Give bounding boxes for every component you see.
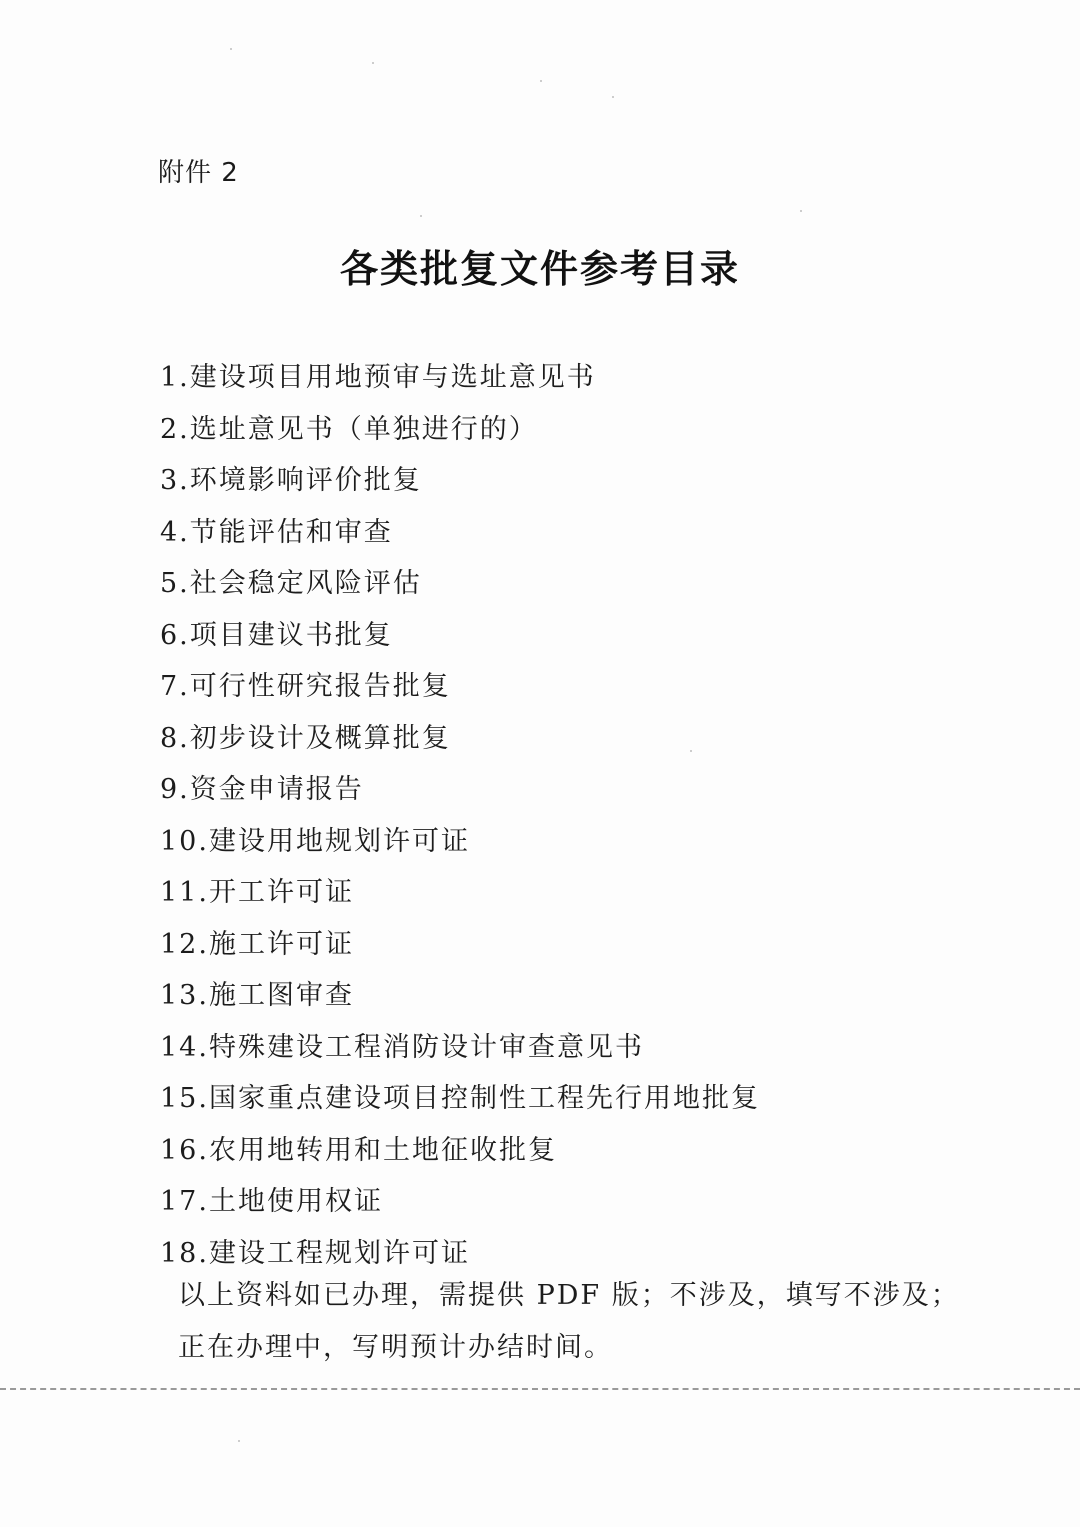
list-item: 4.节能评估和审查: [160, 516, 393, 548]
list-item: 18.建设工程规划许可证: [160, 1237, 470, 1269]
list-item: 15.国家重点建设项目控制性工程先行用地批复: [160, 1083, 760, 1114]
list-item: 8.初步设计及概算批复: [160, 722, 451, 754]
list-item: 9.资金申请报告: [160, 774, 364, 805]
submission-note: [178, 1270, 960, 1374]
list-item: 3.环境影响评价批复: [160, 465, 422, 496]
list-item: 6.项目建议书批复: [160, 619, 393, 651]
list-item: 16.农用地转用和土地征收批复: [160, 1134, 557, 1166]
document-title: 各类批复文件参考目录: [339, 247, 740, 291]
list-item: 5.社会稳定风险评估: [160, 568, 422, 599]
list-item: 2.选址意见书（单独进行的）: [160, 413, 538, 445]
scan-speck: [420, 215, 422, 217]
list-item: 17.土地使用权证: [160, 1186, 383, 1217]
list-item: 10.建设用地规划许可证: [160, 825, 470, 857]
attachment-label: 附件 2: [158, 158, 239, 188]
scan-speck: [372, 62, 374, 64]
scan-speck: [540, 80, 542, 82]
scan-speck: [800, 210, 802, 212]
note-line-1: 以上资料如已办理，需提供 PDF 版；不涉及，填写不涉及；: [178, 1280, 960, 1311]
note-line-2: 正在办理中，写明预计办结时间。: [178, 1332, 613, 1363]
list-item: 12.施工许可证: [160, 928, 354, 960]
list-item: 1.建设项目用地预审与选址意见书: [160, 362, 596, 393]
list-item: 13.施工图审查: [160, 980, 354, 1011]
list-item: 14.特殊建设工程消防设计审查意见书: [160, 1031, 644, 1063]
list-item: 7.可行性研究报告批复: [160, 671, 451, 702]
scan-speck: [612, 96, 614, 98]
document-list: [160, 352, 760, 1279]
scan-divider-line: [0, 1388, 1080, 1390]
list-item: 11.开工许可证: [160, 877, 354, 908]
scan-speck: [230, 48, 232, 50]
scan-speck: [238, 1440, 240, 1442]
